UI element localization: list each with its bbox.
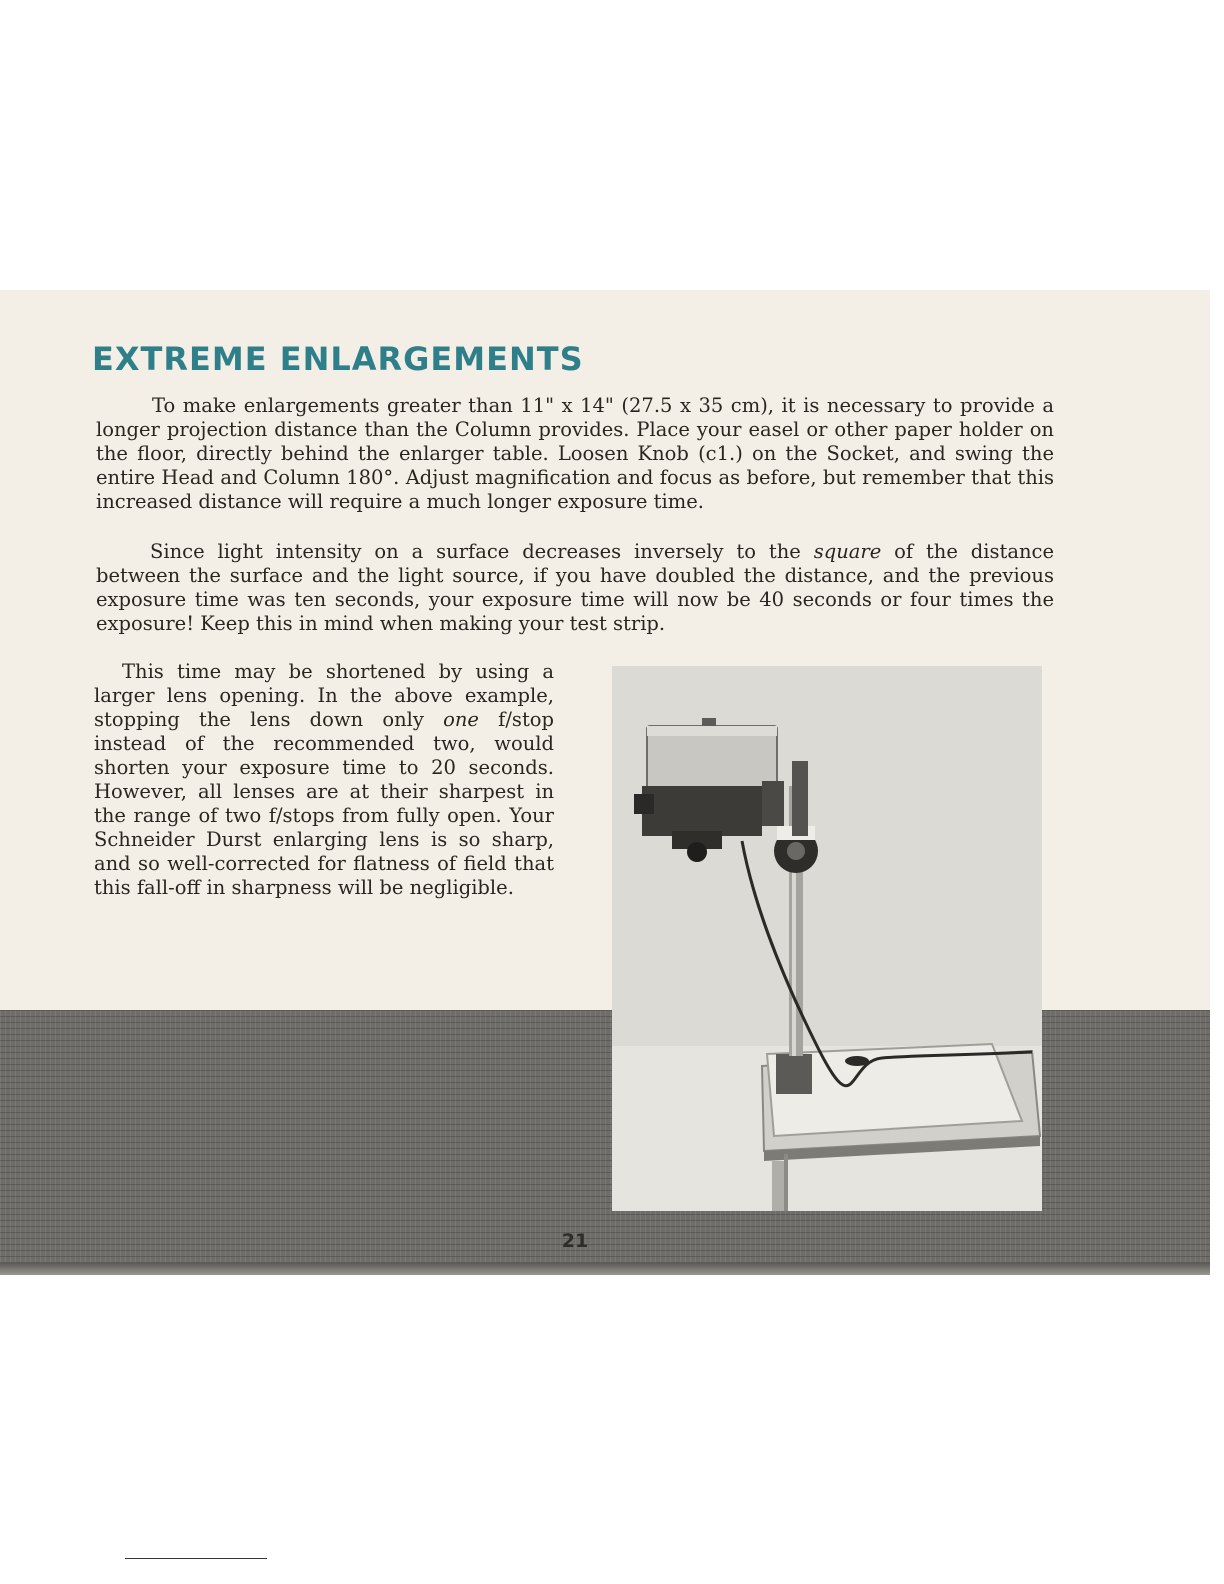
- emphasis-square: square: [813, 540, 882, 563]
- enlarger-illustration: [612, 666, 1042, 1211]
- manual-page: [0, 290, 1210, 1275]
- band-shadow: [0, 1263, 1210, 1275]
- paragraph-light-intensity: [96, 540, 1054, 636]
- footnote-rule: [125, 1558, 267, 1559]
- paragraph-extreme-enlargements: To make enlargements greater than 11" x 14" (27.5 x 35 cm), it is necessary to provide a longer projection distance than the Column provides. Place your easel or other paper holder on the floor, directly behind the enlarger table. Loosen Knob (c1.) on the Socket, and swing the entire Head and Column 180°. Adjust magnification and focus as before, but remember that this increased distance will require a much longer exposure time.: [96, 394, 1054, 513]
- page-heading: EXTREME ENLARGEMENTS: [92, 340, 584, 378]
- paragraph-lens-opening: [94, 660, 554, 900]
- text-run: of the distance between the surface and the light source, if you have doubled the distance, and the previous exposure time was ten seconds, your exposure time will now be 40 seconds or four times the exposure! Keep this in mind when making your test strip.: [96, 540, 1054, 635]
- emphasis-one: one: [443, 708, 479, 731]
- enlarger-photo: [612, 666, 1042, 1211]
- text-run: This time may be shortened by using a larger lens opening. In the above example, stopping the lens down only: [94, 660, 554, 731]
- text-run: Since light intensity on a surface decreases inversely to the: [150, 540, 814, 563]
- page-number: 21: [561, 1230, 589, 1252]
- text-run: f/stop instead of the recommended two, would shorten your exposure time to 20 seconds. However, all lenses are at their sharpest in the range of two f/stops from fully open. Your Schneider Durst enlarging lens is so sharp, and so well-corrected for flatness of field that this fall-off in sharpness will be negligible.: [94, 708, 554, 899]
